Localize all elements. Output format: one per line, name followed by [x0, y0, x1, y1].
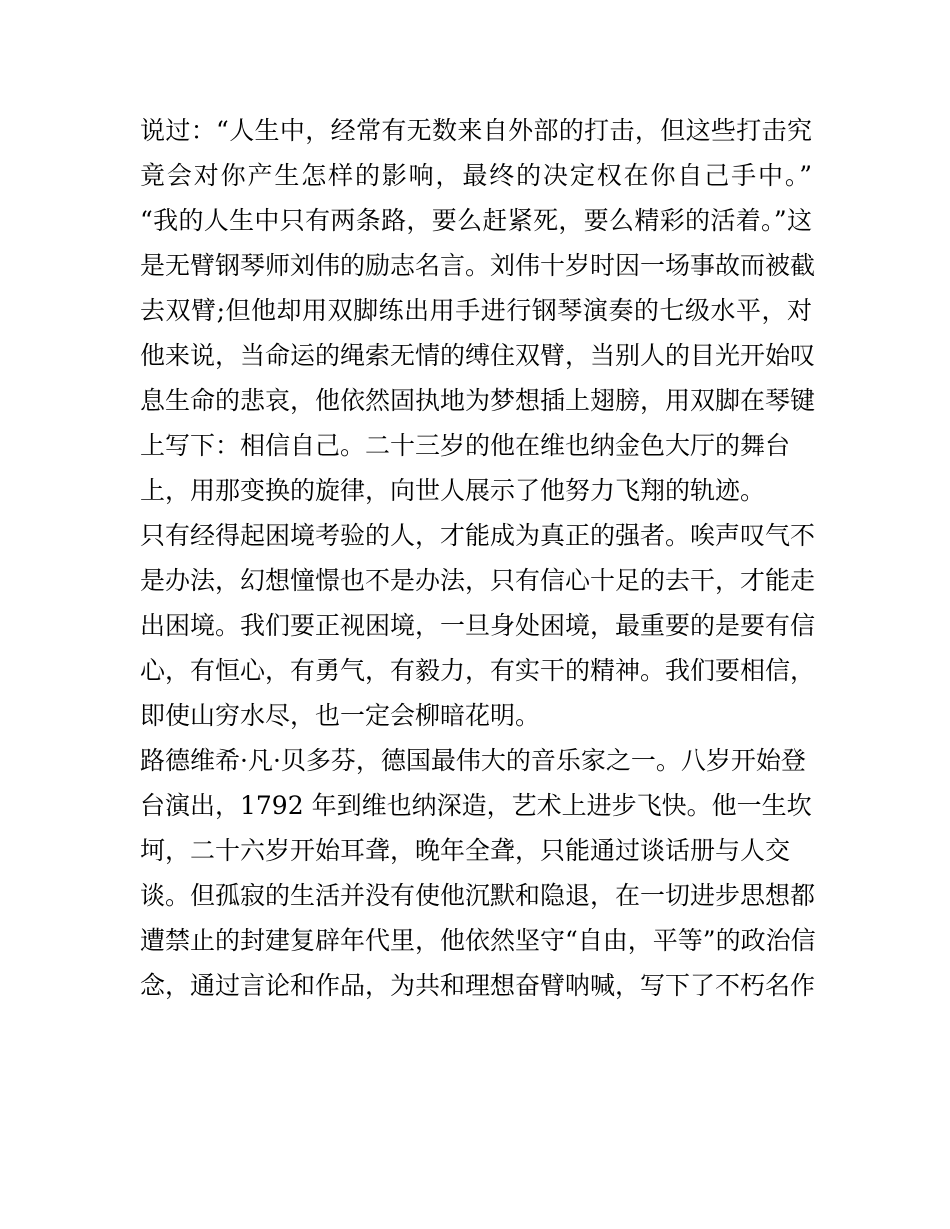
text-line: 只有经得起困境考验的人，才能成为真正的强者。唉声叹气不 [140, 521, 816, 550]
text-line: 说过：“人生中，经常有无数来自外部的打击，但这些打击究 [140, 116, 813, 145]
text-line: 是办法，幻想憧憬也不是办法，只有信心十足的去干，才能走 [140, 566, 816, 595]
text-line: 路德维希·凡·贝多芬，德国最伟大的音乐家之一。八岁开始登 [140, 746, 806, 775]
text-line: 上写下：相信自己。二十三岁的他在维也纳金色大厅的舞台 [140, 431, 791, 460]
text-line: 心，有恒心，有勇气，有毅力，有实干的精神。我们要相信， [140, 656, 816, 685]
text-line: 上，用那变换的旋律，向世人展示了他努力飞翔的轨迹。 [140, 476, 766, 505]
document-body [140, 108, 816, 1008]
text-line: 息生命的悲哀，他依然固执地为梦想插上翅膀，用双脚在琴键 [140, 386, 816, 415]
text-line: 谈。但孤寂的生活并没有使他沉默和隐退，在一切进步思想都 [140, 881, 816, 910]
text-line: 去双臂;但他却用双脚练出用手进行钢琴演奏的七级水平，对 [140, 296, 813, 325]
text-line: 台演出，1792 年到维也纳深造，艺术上进步飞快。他一生坎 [140, 791, 812, 820]
text-line: 竟会对你产生怎样的影响，最终的决定权在你自己手中。” [140, 161, 814, 190]
text-line: 出困境。我们要正视困境，一旦身处困境，最重要的是要有信 [140, 611, 816, 640]
text-line: 即使山穷水尽，也一定会柳暗花明。 [140, 701, 541, 730]
text-line: “我的人生中只有两条路，要么赶紧死，要么精彩的活着。”这 [140, 206, 813, 235]
text-line: 他来说，当命运的绳索无情的缚住双臂，当别人的目光开始叹 [140, 341, 816, 370]
text-line: 遭禁止的封建复辟年代里，他依然坚守“自由，平等”的政治信 [140, 926, 816, 955]
text-line: 坷，二十六岁开始耳聋，晚年全聋，只能通过谈话册与人交 [140, 836, 791, 865]
text-line: 念，通过言论和作品，为共和理想奋臂呐喊，写下了不朽名作 [140, 971, 816, 1000]
text-line: 是无臂钢琴师刘伟的励志名言。刘伟十岁时因一场事故而被截 [140, 251, 816, 280]
